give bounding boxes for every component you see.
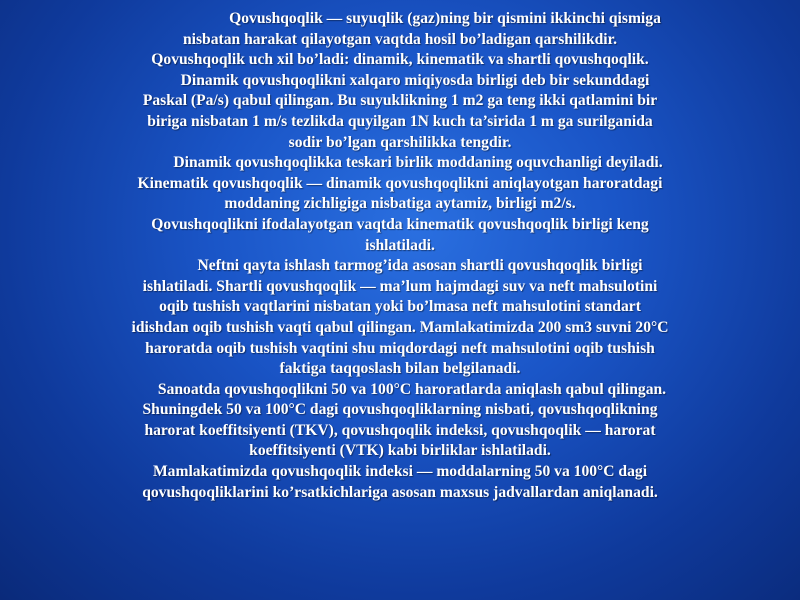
text-line: qovushqoqliklarini ko’rsatkichlariga asosan maxsus jadvallardan aniqlanadi. — [142, 483, 658, 501]
text-line: Kinematik qovushqoqlik — dinamik qovushqoqlikni aniqlayotgan haroratdagi — [137, 174, 663, 192]
text-line: oqib tushish vaqtlarini nisbatan yoki bo’lmasa neft mahsulotini standart — [159, 298, 641, 316]
text-line: Dinamik qovushqoqlikka teskari birlik moddaning oquvchanligi deyiladi. — [173, 154, 663, 172]
text-line: haroratda oqib tushish vaqtini shu miqdordagi neft mahsulotini oqib tushish — [145, 339, 655, 357]
text-line: biriga nisbatan 1 m/s tezlikda quyilgan 1N kuch ta’sirida 1 m ga surilganida — [147, 112, 653, 130]
text-line: nisbatan harakat qilayotgan vaqtda hosil bo’ladigan qarshilikdir. — [182, 30, 618, 48]
text-line: moddaning zichligiga nisbatiga aytamiz, birligi m2/s. — [224, 195, 576, 213]
text-line: ishlatiladi. Shartli qovushqoqlik — ma’lum hajmdagi suv va neft mahsulotini — [142, 277, 658, 295]
text-line: Shuningdek 50 va 100°C dagi qovushqoqliklarning nisbati, qovushqoqlikning — [142, 401, 658, 419]
slide-text-body — [40, 9, 760, 503]
text-line: koeffitsiyenti (VTK) kabi birliklar ishlatiladi. — [249, 442, 551, 460]
text-line: idishdan oqib tushish vaqti qabul qilingan. Mamlakatimizda 200 sm3 suvni 20°C — [131, 318, 669, 336]
text-line: ishlatiladi. — [365, 236, 435, 254]
text-line: Qovushqoqlikni ifodalayotgan vaqtda kinematik qovushqoqlik birligi keng — [151, 215, 649, 233]
text-line: Neftni qayta ishlash tarmog’ida asosan shartli qovushqoqlik birligi — [197, 257, 643, 275]
text-line: harorat koeffitsiyenti (TKV), qovushqoqlik indeksi, qovushqoqlik — harorat — [144, 421, 656, 439]
text-line: Mamlakatimizda qovushqoqlik indeksi — moddalarning 50 va 100°C dagi — [152, 463, 648, 481]
text-line: Dinamik qovushqoqlikni xalqaro miqiyosda birligi deb bir sekunddagi — [180, 71, 650, 89]
text-line: Qovushqoqlik uch xil bo’ladi: dinamik, kinematik va shartli qovushqoqlik. — [151, 51, 649, 69]
text-line: Sanoatda qovushqoqlikni 50 va 100°C haroratlarda aniqlash qabul qilingan. — [157, 380, 667, 398]
text-line: Paskal (Pa/s) qabul qilingan. Bu suyuklikning 1 m2 ga teng ikki qatlamini bir — [142, 92, 658, 110]
text-line: sodir bo’lgan qarshilikka tengdir. — [288, 133, 512, 151]
text-line: Qovushqoqlik — suyuqlik (gaz)ning bir qismini ikkinchi qismiga — [229, 10, 661, 27]
text-line: faktiga taqqoslash bilan belgilanadi. — [279, 360, 521, 378]
